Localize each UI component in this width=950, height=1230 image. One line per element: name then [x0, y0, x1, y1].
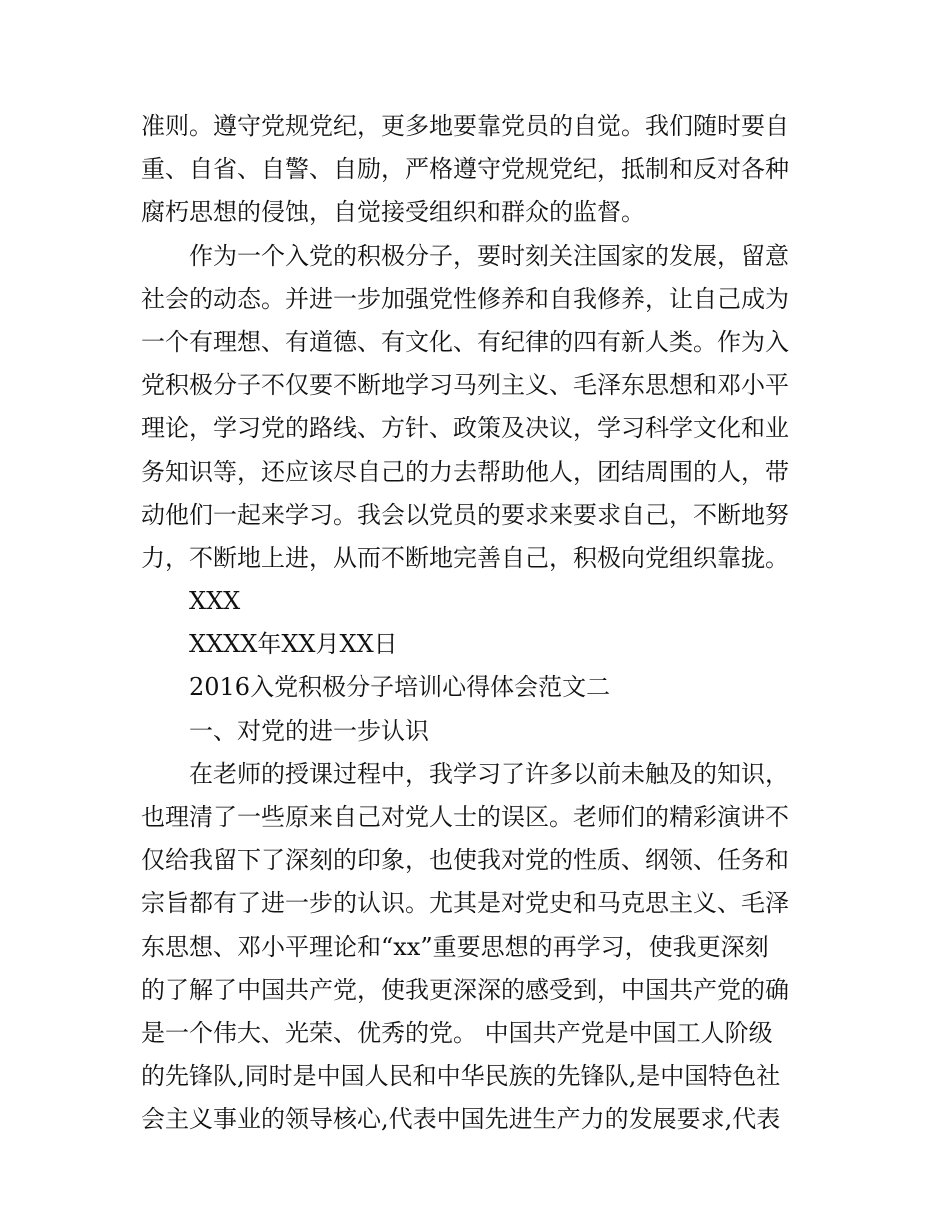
text-line: 动他们一起来学习。我会以党员的要求来要求自己，不断地努 — [141, 500, 789, 529]
text-line: 是一个伟大、光荣、优秀的党。 中国共产党是中国工人阶级 — [141, 1018, 773, 1047]
text-line: 务知识等，还应该尽自己的力去帮助他人，团结周围的人，带 — [141, 457, 789, 486]
text-line: 宗旨都有了进一步的认识。尤其是对党史和马克思主义、毛泽 — [141, 889, 789, 918]
text-line: 仅给我留下了深刻的印象，也使我对党的性质、纲领、任务和 — [141, 846, 789, 875]
text-line: 准则。遵守党规党纪，更多地要靠党员的自觉。我们随时要自 — [141, 112, 789, 140]
document-body — [141, 105, 813, 1142]
text-line: 也理清了一些原来自己对党人士的误区。老师们的精彩演讲不 — [141, 803, 789, 831]
text-line: 的了解了中国共产党，使我更深深的感受到，中国共产党的确 — [141, 975, 789, 1004]
text-line: XXX — [189, 587, 241, 616]
text-line: 的先锋队,同时是中国人民和中华民族的先锋队,是中国特色社 — [141, 1062, 781, 1091]
text-line: 在老师的授课过程中，我学习了许多以前未触及的知识， — [189, 759, 789, 788]
text-line: 会主义事业的领导核心,代表中国先进生产力的发展要求,代表 — [141, 1105, 781, 1134]
text-line: 2016入党积极分子培训心得体会范文二 — [189, 673, 611, 702]
text-line: 力，不断地上进，从而不断地完善自己，积极向党组织靠拢。 — [141, 543, 789, 572]
text-line: 作为一个入党的积极分子，要时刻关注国家的发展，留意 — [189, 241, 789, 270]
text-line: 东思想、邓小平理论和“xx”重要思想的再学习，使我更深刻 — [141, 932, 769, 961]
text-line: XXXX年XX月XX日 — [189, 630, 398, 659]
text-line: 腐朽思想的侵蚀，自觉接受组织和群众的监督。 — [141, 198, 645, 227]
text-line: 社会的动态。并进一步加强党性修养和自我修养，让自己成为 — [141, 284, 789, 313]
text-line: 重、自省、自警、自励，严格遵守党规党纪，抵制和反对各种 — [141, 155, 789, 184]
text-line: 一、对党的进一步认识 — [189, 716, 429, 745]
text-line: 理论，学习党的路线、方针、政策及决议，学习科学文化和业 — [141, 414, 789, 443]
text-line: 党积极分子不仅要不断地学习马列主义、毛泽东思想和邓小平 — [141, 371, 789, 400]
text-line: 一个有理想、有道德、有文化、有纪律的四有新人类。作为入 — [141, 327, 789, 356]
